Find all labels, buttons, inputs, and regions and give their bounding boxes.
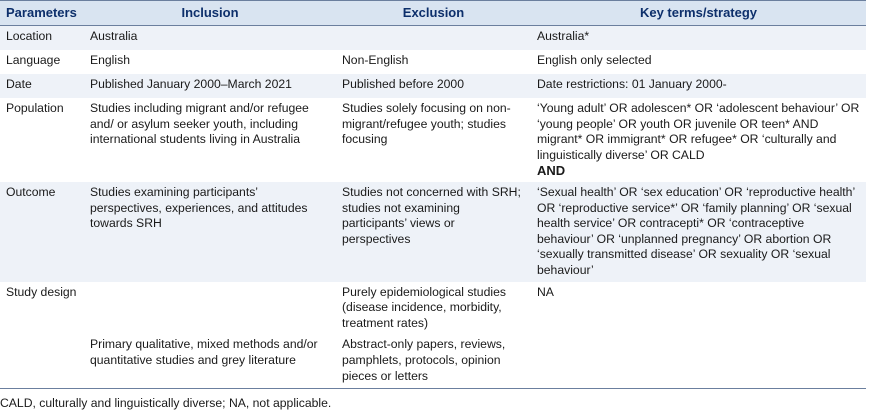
cell-exclusion: Studies solely focusing on non-migrant/refugee youth; studies focusing xyxy=(336,98,531,182)
key-terms-text: ‘Young adult’ OR adolescen* OR ‘adolescent behaviour’ OR ‘young people’ OR youth OR juvenile OR teen* AND migrant* OR immigrant* OR refugee* OR ‘culturally and linguistically diverse’ OR CALD xyxy=(537,101,860,162)
cell-parameter: Outcome xyxy=(0,182,84,282)
table-header xyxy=(0,1,866,26)
and-operator: AND xyxy=(537,163,566,179)
table-row-language xyxy=(0,50,866,74)
cell-inclusion xyxy=(84,282,336,335)
cell-exclusion: Non-English xyxy=(336,50,531,74)
header-exclusion: Exclusion xyxy=(336,1,531,26)
cell-parameter: Date xyxy=(0,74,84,98)
table-row-date xyxy=(0,74,866,98)
header-key-terms: Key terms/strategy xyxy=(531,1,866,26)
cell-inclusion: English xyxy=(84,50,336,74)
table-row-location xyxy=(0,26,866,51)
header-row xyxy=(0,1,866,26)
cell-inclusion: Studies examining participants’ perspectives, experiences, and attitudes towards SRH xyxy=(84,182,336,282)
table-body xyxy=(0,26,866,389)
cell-key-terms: Date restrictions: 01 January 2000- xyxy=(531,74,866,98)
cell-inclusion: Australia xyxy=(84,26,336,51)
cell-parameter: Study design xyxy=(0,282,84,335)
table-footnote: CALD, culturally and linguistically diverse; NA, not applicable. xyxy=(0,396,332,410)
cell-key-terms: NA xyxy=(531,282,866,335)
header-inclusion: Inclusion xyxy=(84,1,336,26)
cell-inclusion: Primary qualitative, mixed methods and/or quantitative studies and grey literature xyxy=(84,334,336,388)
cell-exclusion xyxy=(336,26,531,51)
cell-inclusion: Studies including migrant and/or refugee and/ or asylum seeker youth, including international students living in Australia xyxy=(84,98,336,182)
table-row-outcome xyxy=(0,182,866,282)
cell-key-terms: Australia* xyxy=(531,26,866,51)
cell-exclusion: Abstract-only papers, reviews, pamphlets, protocols, opinion pieces or letters xyxy=(336,334,531,388)
cell-exclusion: Purely epidemiological studies (disease incidence, morbidity, treatment rates) xyxy=(336,282,531,335)
cell-key-terms: ‘Sexual health’ OR ‘sex education’ OR ‘reproductive health’ OR ‘reproductive service*’ OR ‘family planning’ OR ‘sexual health service’ OR contracepti* OR ‘contraceptive behaviour’ OR ‘unplanned pregnancy’ OR abortion OR ‘sexually transmitted disease’ OR sexuality OR ‘sexual behaviour’ xyxy=(531,182,866,282)
cell-key-terms: English only selected xyxy=(531,50,866,74)
cell-exclusion: Studies not concerned with SRH; studies not examining participants’ views or perspectives xyxy=(336,182,531,282)
cell-parameter: Language xyxy=(0,50,84,74)
table-row-population xyxy=(0,98,866,182)
cell-parameter: Location xyxy=(0,26,84,51)
table-row-study-design-continued xyxy=(0,334,866,388)
cell-key-terms xyxy=(531,334,866,388)
cell-parameter xyxy=(0,334,84,388)
cell-inclusion: Published January 2000–March 2021 xyxy=(84,74,336,98)
table-row-study-design xyxy=(0,282,866,335)
cell-key-terms xyxy=(531,98,866,182)
cell-exclusion: Published before 2000 xyxy=(336,74,531,98)
header-parameters: Parameters xyxy=(0,1,84,26)
cell-parameter: Population xyxy=(0,98,84,182)
